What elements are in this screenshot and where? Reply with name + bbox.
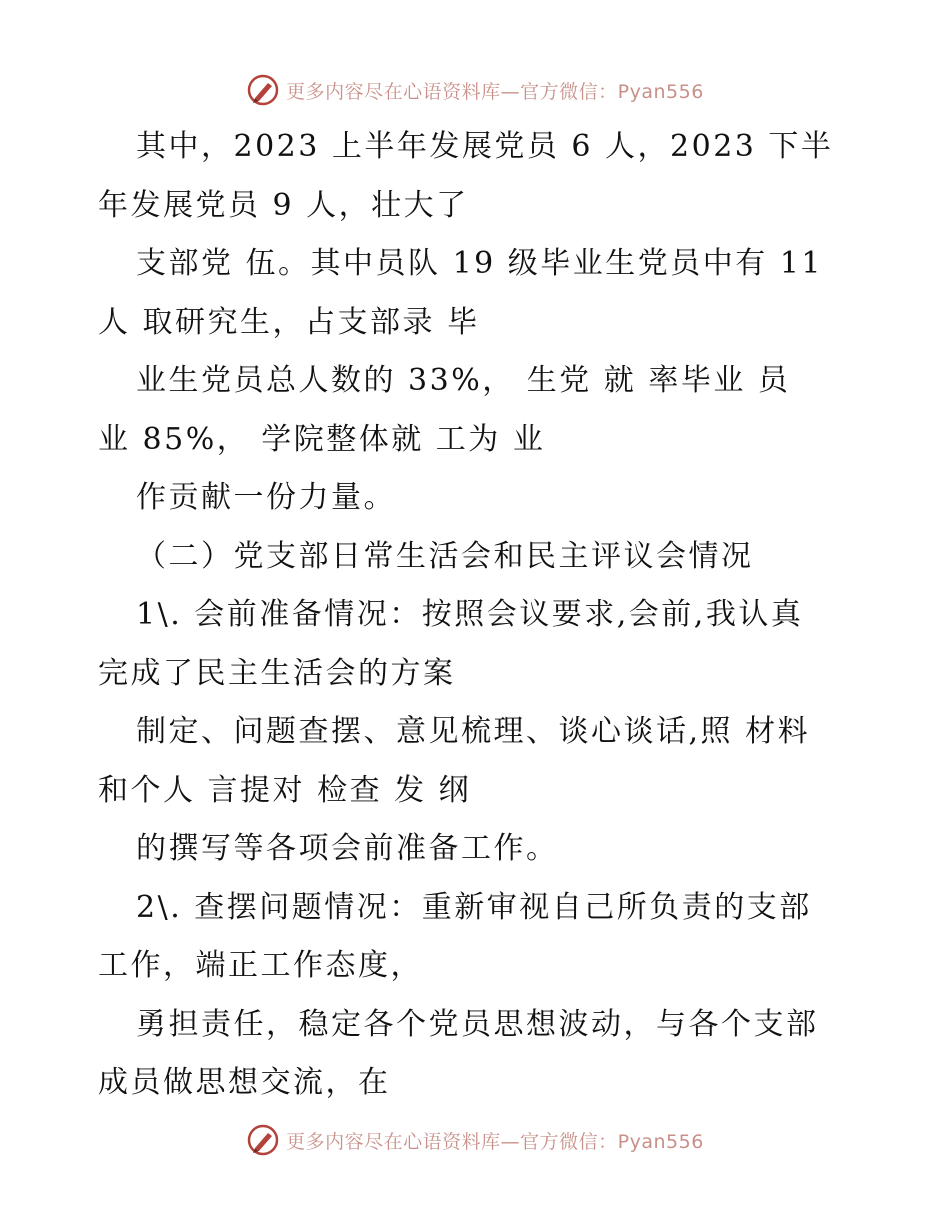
section-heading: （二）党支部日常生活会和民主评议会情况 <box>136 538 754 574</box>
text-line: 成员做思想交流，在 <box>98 1065 391 1100</box>
text-line: 和个人 言提对 检查 发 纲 <box>98 772 472 808</box>
text-line: 勇担责任，稳定各个党员思想波动，与各个支部 <box>136 1006 819 1042</box>
text-line: 年发展党员 9 人，壮大了 <box>98 187 469 223</box>
text-line: 1\. 会前准备情况：按照会议要求,会前,我认真 <box>136 597 804 632</box>
text-line: 支部党 伍。其中员队 19 级毕业生党员中有 11 <box>136 246 823 281</box>
text-line: 业生党员总人数的 33%， 生党 就 率毕业 员 <box>136 363 791 398</box>
pen-logo-icon <box>246 1123 280 1157</box>
pen-logo-icon <box>246 73 280 107</box>
text-line: 完成了民主生活会的方案 <box>98 655 456 691</box>
document-body <box>98 118 858 1113</box>
text-line: 业 85%， 学院整体就 工为 业 <box>98 421 546 457</box>
text-line: 人 取研究生，占支部录 毕 <box>98 304 480 340</box>
header-watermark <box>0 70 950 110</box>
text-line: 其中，2023 上半年发展党员 6 人，2023 下半 <box>136 129 834 164</box>
text-line: 作贡献一份力量。 <box>136 480 396 515</box>
text-line: 2\. 查摆问题情况：重新审视自己所负责的支部 <box>136 889 812 925</box>
text-line: 工作，端正工作态度， <box>98 948 423 983</box>
footer-watermark <box>0 1120 950 1160</box>
text-line: 制定、问题查摆、意见梳理、谈心谈话,照 材料 <box>136 714 811 749</box>
watermark-text: 更多内容尽在心语资料库—官方微信：Pyan556 <box>286 1130 704 1153</box>
text-line: 的撰写等各项会前准备工作。 <box>136 831 559 866</box>
watermark-text: 更多内容尽在心语资料库—官方微信：Pyan556 <box>286 80 704 103</box>
